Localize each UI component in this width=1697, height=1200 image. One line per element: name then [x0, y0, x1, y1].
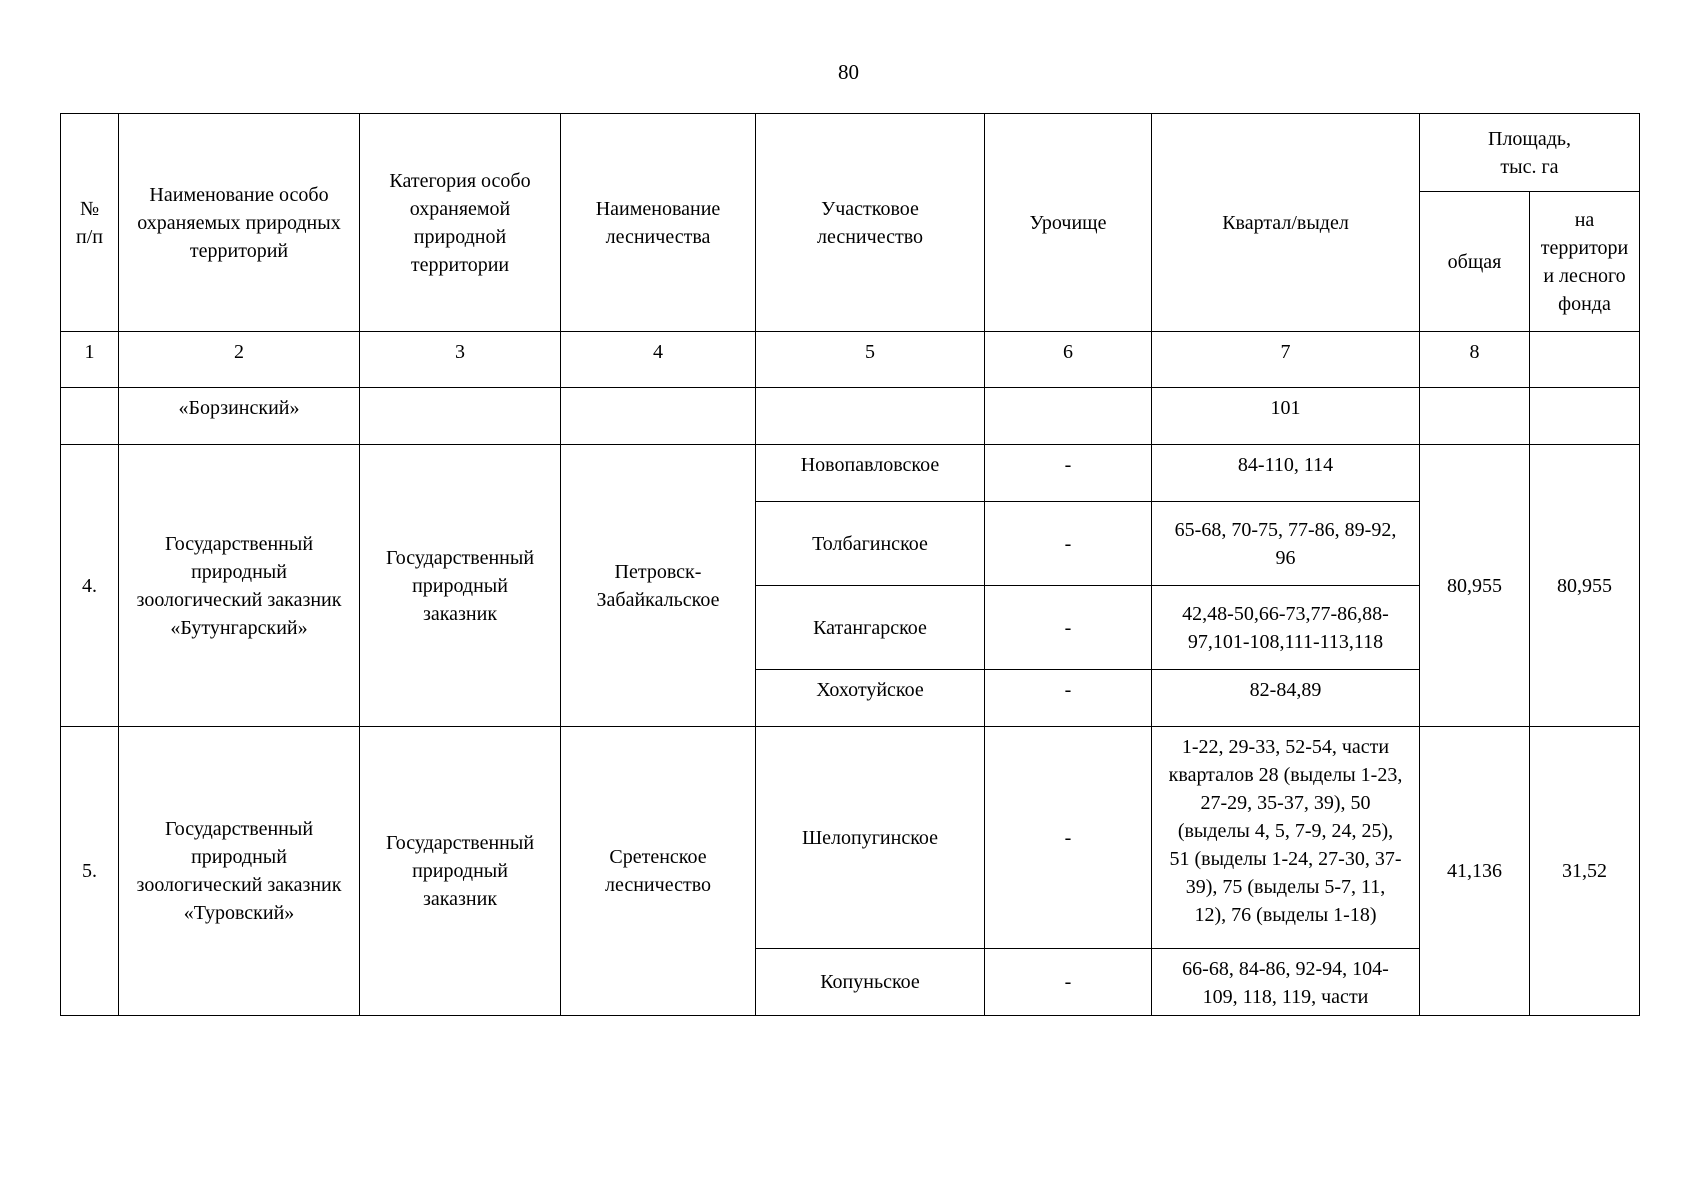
column-numbers-row [61, 332, 1640, 388]
cell-quarter: 65-68, 70-75, 77-86, 89-92, 96 [1152, 502, 1420, 586]
cell-tract: - [985, 502, 1152, 586]
header-area-forest: на территори и лесного фонда [1530, 192, 1640, 332]
cell-tract: - [985, 727, 1152, 949]
column-number: 4 [561, 332, 756, 388]
cell-district: Толбагинское [756, 502, 985, 586]
column-number: 2 [119, 332, 360, 388]
cell-district: Шелопугинское [756, 727, 985, 949]
cell-tract: - [985, 445, 1152, 502]
cell-tract: - [985, 670, 1152, 727]
header-name: Наименование особо охраняемых природных территорий [119, 114, 360, 332]
column-number: 3 [360, 332, 561, 388]
column-number: 5 [756, 332, 985, 388]
cell-num: 5. [61, 727, 119, 1016]
header-row [61, 114, 1640, 192]
table-row [61, 727, 1640, 949]
cell-forestry: Сретенское лесничество [561, 727, 756, 1016]
header-category: Категория особо охраняемой природной территории [360, 114, 561, 332]
cell-name: Государственный природный зоологический заказник «Бутунгарский» [119, 445, 360, 727]
header-forestry: Наименование лесничества [561, 114, 756, 332]
cell-num: 4. [61, 445, 119, 727]
cell-district: Копуньское [756, 949, 985, 1016]
cell-quarter: 101 [1152, 388, 1420, 445]
column-number: 7 [1152, 332, 1420, 388]
cell-name: Государственный природный зоологический заказник «Туровский» [119, 727, 360, 1016]
cell-tract [985, 388, 1152, 445]
header-quarter: Квартал/выдел [1152, 114, 1420, 332]
header-num: № п/п [61, 114, 119, 332]
cell-district [756, 388, 985, 445]
cell-quarter: 42,48-50,66-73,77-86,88- 97,101-108,111-113,118 [1152, 586, 1420, 670]
cell-district: Новопавловское [756, 445, 985, 502]
cell-category: Государственный природный заказник [360, 445, 561, 727]
page-number: 80 [838, 60, 859, 84]
cell-category [360, 388, 561, 445]
cell-district: Хохотуйское [756, 670, 985, 727]
cell-quarter: 66-68, 84-86, 92-94, 104- 109, 118, 119, части [1152, 949, 1420, 1016]
cell-area-forest: 31,52 [1530, 727, 1640, 1016]
cell-forestry [561, 388, 756, 445]
protected-areas-table [60, 113, 1640, 1016]
cell-area-forest [1530, 388, 1640, 445]
column-number [1530, 332, 1640, 388]
cell-num [61, 388, 119, 445]
cell-area-total: 41,136 [1420, 727, 1530, 1016]
cell-quarter: 1-22, 29-33, 52-54, части кварталов 28 (выделы 1-23, 27-29, 35-37, 39), 50 (выделы 4, 5, 7-9, 24, 25), 51 (выделы 1-24, 27-30, 37- 39), 75 (выделы 5-7, 11, 12), 76 (выделы 1-18) [1152, 727, 1420, 949]
header-tract: Урочище [985, 114, 1152, 332]
cell-area-total [1420, 388, 1530, 445]
cell-name: «Борзинский» [119, 388, 360, 445]
continuation-row [61, 388, 1640, 445]
cell-category: Государственный природный заказник [360, 727, 561, 1016]
column-number: 1 [61, 332, 119, 388]
header-district-forestry: Участковое лесничество [756, 114, 985, 332]
header-area: Площадь, тыс. га [1420, 114, 1640, 192]
header-area-total: общая [1420, 192, 1530, 332]
cell-tract: - [985, 949, 1152, 1016]
cell-area-total: 80,955 [1420, 445, 1530, 727]
cell-area-forest: 80,955 [1530, 445, 1640, 727]
table-row [61, 445, 1640, 502]
cell-district: Катангарское [756, 586, 985, 670]
column-number: 8 [1420, 332, 1530, 388]
column-number: 6 [985, 332, 1152, 388]
cell-forestry: Петровск- Забайкальское [561, 445, 756, 727]
cell-tract: - [985, 586, 1152, 670]
cell-quarter: 84-110, 114 [1152, 445, 1420, 502]
cell-quarter: 82-84,89 [1152, 670, 1420, 727]
